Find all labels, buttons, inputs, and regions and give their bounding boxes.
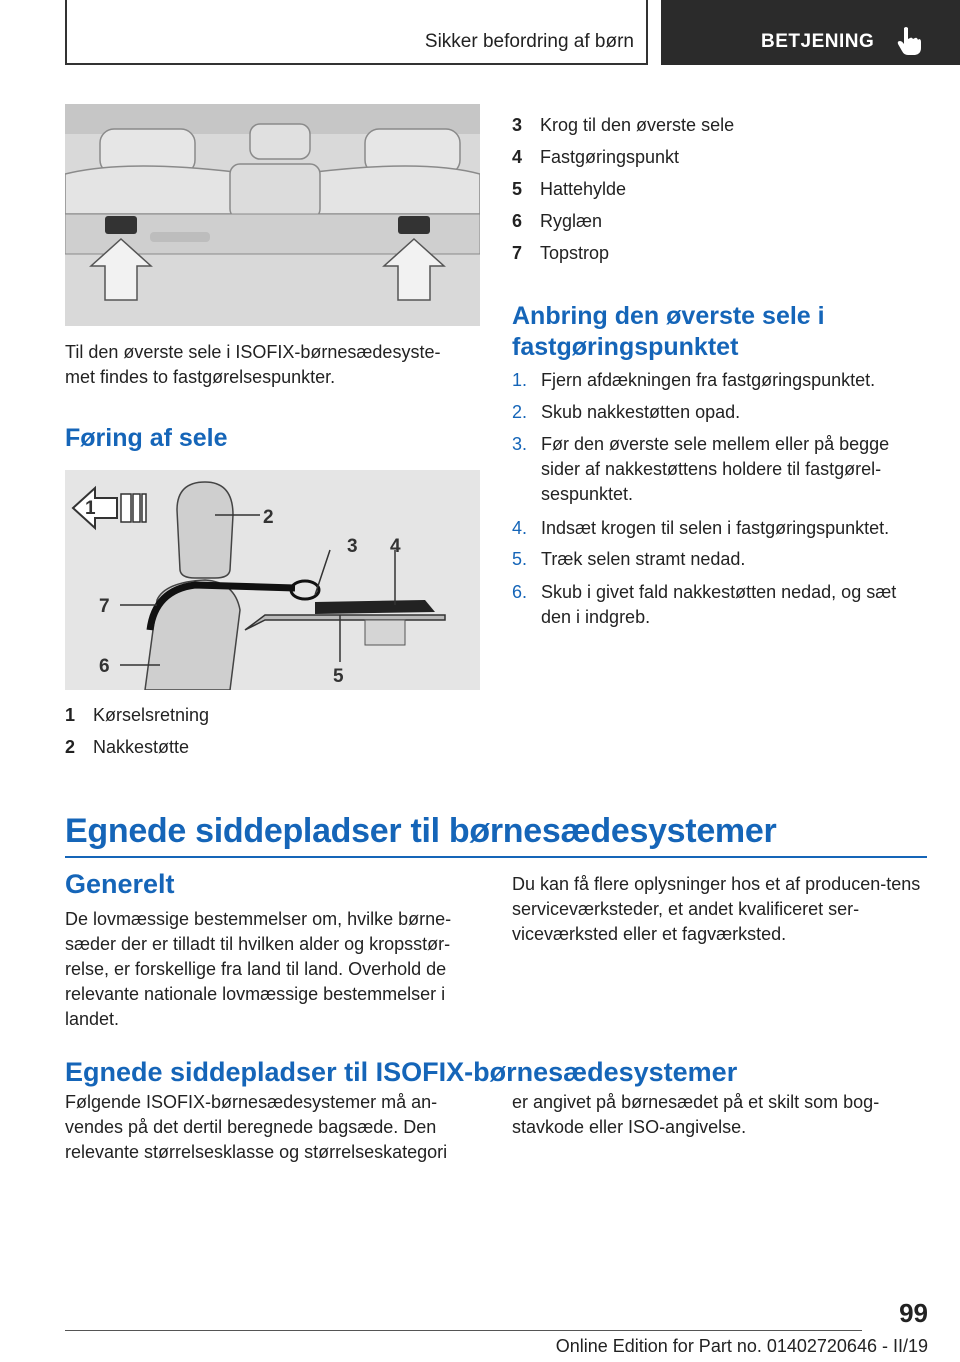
- step-text: Skub i givet fald nakkestøtten nedad, og sæt den i indgreb.: [541, 582, 897, 627]
- fig2-label-2: 2: [263, 507, 274, 528]
- fig2-label-3: 3: [347, 536, 358, 557]
- legend-text: Hattehylde: [540, 179, 627, 199]
- section-title: Egnede siddepladser til børnesædesystemer: [65, 812, 777, 850]
- step-text: Indsæt krogen til selen i fastgøringspunktet.: [541, 518, 890, 538]
- step-item: [512, 400, 927, 425]
- heading-isofix: Egnede siddepladser til ISOFIX-børnesædesystemer: [65, 1057, 738, 1087]
- header-section-title: Sikker befordring af børn: [424, 31, 634, 52]
- generelt-right-paragraph: Du kan få flere oplysninger hos et af producen-tens serviceværksteder, et andet kvalificeret ser-viceværksted eller et fagværksted.: [512, 874, 921, 944]
- legend-item: [512, 146, 927, 168]
- legend-number: 5: [512, 179, 523, 199]
- legend-text: Fastgøringspunkt: [540, 147, 680, 167]
- header-section-tab: [65, 0, 648, 65]
- fig2-label-5: 5: [333, 666, 344, 687]
- step-item: [512, 580, 927, 630]
- step-number: 6.: [512, 582, 528, 602]
- isofix-left-paragraph: Følgende ISOFIX-børnesædesystemer må an-vendes på det dertil beregnede bagsæde. Den relevante størrelsesklasse og størrelseskategori: [65, 1092, 448, 1162]
- legend-item: [512, 210, 927, 232]
- legend-number: 2: [65, 737, 76, 757]
- step-item: [512, 516, 927, 541]
- generelt-paragraph: De lovmæssige bestemmelser om, hvilke børne-sæder der er tilladt til hvilken alder og kropsstør-relse, er forskellige fra land til land. Overhold de relevante nationale lovmæssige bestemmelser i landet.: [65, 909, 452, 1029]
- step-text: Før den øverste sele mellem eller på begge sider af nakkestøttens holdere til fastgørel-sespunktet.: [541, 434, 890, 504]
- fig2-label-7: 7: [99, 596, 110, 617]
- legend-item: [512, 114, 927, 136]
- step-item: [512, 432, 927, 507]
- section-divider: [65, 856, 927, 858]
- step-number: 1.: [512, 370, 528, 390]
- step-item: [512, 547, 927, 572]
- legend-text: Nakkestøtte: [93, 737, 190, 757]
- footer-divider: [65, 1330, 862, 1331]
- step-text: Træk selen stramt nedad.: [541, 549, 746, 569]
- heading-foering-af-sele: Føring af sele: [65, 424, 228, 452]
- legend-item: [65, 736, 480, 758]
- figure1-caption: Til den øverste sele i ISOFIX-børnesædesyste- met findes to fastgørelsespunkter.: [65, 342, 441, 387]
- legend-number: 3: [512, 115, 523, 135]
- heading-anbring-sele: Anbring den øverste sele i fastgøringspunktet: [512, 302, 825, 361]
- legend-text: Ryglæn: [540, 211, 603, 231]
- step-text: Fjern afdækningen fra fastgøringspunktet.: [541, 370, 876, 390]
- heading-generelt: Generelt: [65, 869, 175, 899]
- legend-text: Krog til den øverste sele: [540, 115, 735, 135]
- legend-number: 7: [512, 243, 523, 263]
- step-number: 2.: [512, 402, 528, 422]
- legend-number: 4: [512, 147, 523, 167]
- header-chapter-title: BETJENING: [761, 31, 875, 52]
- step-number: 4.: [512, 518, 528, 538]
- footer-edition: Online Edition for Part no. 01402720646 - II/19: [555, 1336, 928, 1356]
- legend-number: 1: [65, 705, 76, 725]
- step-number: 5.: [512, 549, 528, 569]
- legend-item: [512, 178, 927, 200]
- step-text: Skub nakkestøtten opad.: [541, 402, 741, 422]
- fig2-label-6: 6: [99, 656, 110, 677]
- header-chapter-tab: [661, 0, 960, 65]
- legend-item: [512, 242, 927, 264]
- legend-item: [65, 704, 480, 726]
- isofix-right-paragraph: er angivet på børnesædet på et skilt som bog-stavkode eller ISO-angivelse.: [512, 1092, 880, 1137]
- page-number: 99: [899, 1298, 928, 1328]
- legend-text: Topstrop: [540, 243, 610, 263]
- pointing-hand-icon: [896, 26, 922, 56]
- fig2-label-4: 4: [390, 536, 401, 557]
- fig2-label-1: 1: [85, 498, 96, 519]
- step-number: 3.: [512, 434, 528, 454]
- figure-isofix-anchors: [65, 104, 480, 326]
- figure-belt-routing: [65, 470, 480, 690]
- legend-number: 6: [512, 211, 523, 231]
- legend-text: Kørselsretning: [93, 705, 210, 725]
- step-item: [512, 368, 927, 393]
